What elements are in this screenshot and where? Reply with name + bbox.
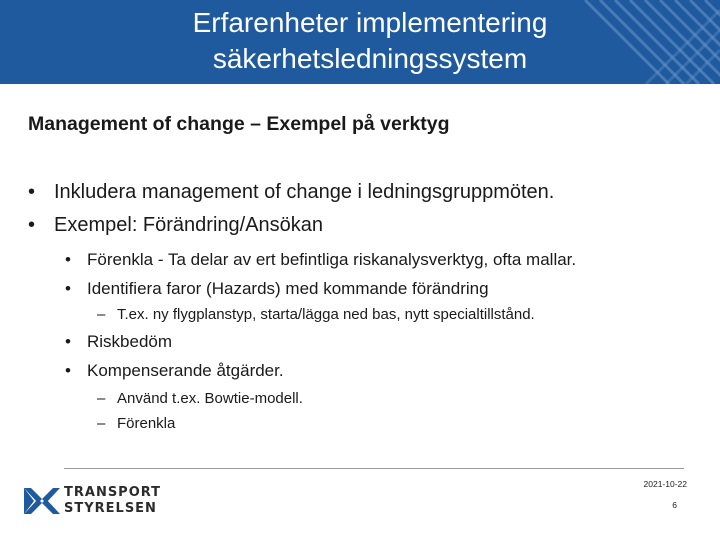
title-line-1: Erfarenheter implementering — [192, 7, 548, 38]
bullet-marker: • — [28, 181, 36, 203]
logo-text — [64, 485, 161, 517]
bullet-item — [28, 213, 324, 237]
bullet-item — [65, 278, 489, 300]
bullet-text: Använd t.ex. Bowtie-modell. — [117, 390, 303, 407]
bullet-item — [65, 249, 577, 271]
bullet-marker: • — [28, 214, 36, 236]
bullet-marker: • — [65, 250, 71, 269]
title-line-2: säkerhetsledningssystem — [212, 43, 528, 74]
page-number: 6 — [672, 500, 677, 510]
transportstyrelsen-logo — [24, 484, 164, 518]
bullet-text: Exempel: Förändring/Ansökan — [54, 214, 324, 236]
logo-mark-icon — [24, 484, 60, 518]
slide-date: 2021-10-22 — [643, 479, 687, 489]
bullet-text: Riskbedöm — [87, 332, 173, 351]
bullet-marker: • — [65, 332, 71, 351]
logo-line-1: TRANSPORT — [64, 485, 162, 500]
bullet-item — [65, 360, 284, 382]
bullet-text: Förenkla — [117, 415, 176, 432]
bullet-text: Identifiera faror (Hazards) med kommande förändring — [87, 279, 489, 298]
footer-divider — [64, 468, 684, 469]
bullet-marker: – — [97, 390, 106, 407]
bullet-marker: • — [65, 361, 71, 380]
bullet-item — [97, 389, 303, 409]
bullet-item — [97, 414, 176, 434]
logo-line-2: STYRELSEN — [64, 501, 157, 516]
bullet-text: Inkludera management of change i ledningsgruppmöten. — [54, 181, 555, 203]
bullet-item — [28, 180, 555, 204]
slide-subtitle: Management of change – Exempel på verktyg — [28, 113, 450, 135]
bullet-item — [97, 305, 535, 325]
page-title — [40, 5, 700, 77]
bullet-text: T.ex. ny flygplanstyp, starta/lägga ned bas, nytt specialtillstånd. — [117, 306, 535, 323]
bullet-item — [65, 331, 173, 353]
bullet-marker: – — [97, 415, 106, 432]
bullet-text: Kompenserande åtgärder. — [87, 361, 284, 380]
slide-header — [0, 0, 720, 84]
bullet-marker: – — [97, 306, 106, 323]
bullet-text: Förenkla - Ta delar av ert befintliga riskanalysverktyg, ofta mallar. — [87, 250, 577, 269]
bullet-marker: • — [65, 279, 71, 298]
